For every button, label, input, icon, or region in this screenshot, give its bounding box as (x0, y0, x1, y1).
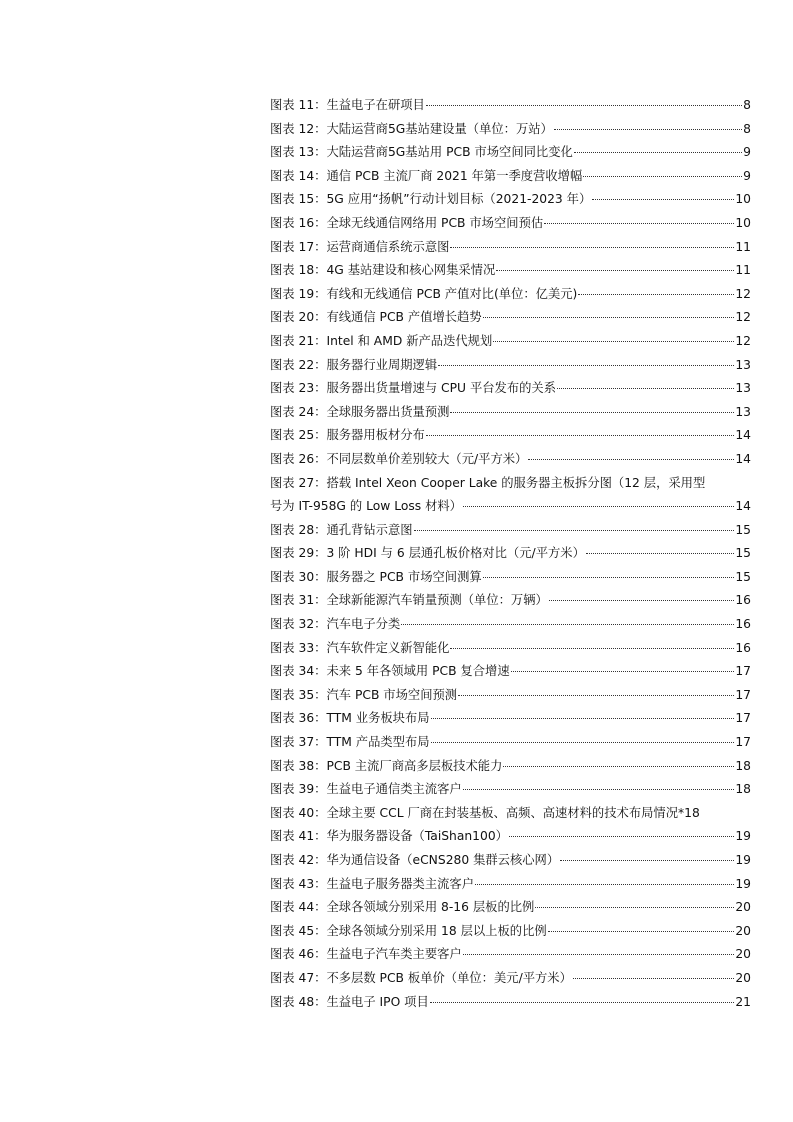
toc-title[interactable]: 大陆运营商5G基站建设量（单位：万站） (326, 121, 553, 136)
toc-title[interactable]: 全球各领域分别采用 8-16 层板的比例 (326, 900, 535, 915)
toc-label: 图表 26： (270, 451, 327, 466)
toc-title[interactable]: 不同层数单价差别较大（元/平方米） (326, 451, 528, 466)
toc-entry-first-line (270, 472, 751, 496)
toc-title[interactable]: 服务器行业周期逻辑 (326, 357, 438, 372)
toc-entry-line (270, 519, 751, 543)
toc-dot-leader (431, 718, 735, 719)
toc-entry-line (270, 778, 751, 802)
toc-label: 图表 30： (270, 569, 327, 584)
toc-entry-line (270, 967, 751, 991)
toc-title[interactable]: 生益电子汽车类主要客户 (326, 947, 462, 962)
toc-page-number[interactable]: 17 (735, 735, 751, 750)
toc-dot-leader (414, 530, 735, 531)
toc-title[interactable]: 生益电子通信类主流客户 (326, 782, 462, 797)
toc-page-number[interactable]: 15 (735, 569, 751, 584)
toc-entry[interactable] (270, 637, 751, 661)
table-of-figures (270, 94, 751, 1014)
toc-entry-line (270, 943, 751, 967)
toc-entry[interactable] (270, 283, 751, 307)
toc-page-number[interactable]: 17 (735, 664, 751, 679)
toc-label: 图表 40： (270, 805, 327, 820)
toc-dot-leader (463, 506, 734, 507)
toc-entry[interactable] (270, 684, 751, 708)
toc-entry-line (270, 212, 751, 236)
toc-entry-line (270, 660, 751, 684)
toc-entry[interactable] (270, 472, 751, 519)
toc-label: 图表 19： (270, 286, 327, 301)
toc-dot-leader (426, 435, 735, 436)
toc-dot-leader (483, 577, 735, 578)
toc-dot-leader (450, 247, 734, 248)
toc-entry-line (270, 613, 751, 637)
toc-title[interactable]: 不多层数 PCB 板单价（单位：美元/平方米） (326, 970, 572, 985)
toc-label: 图表 14： (270, 168, 327, 183)
toc-entry-line (270, 401, 751, 425)
toc-dot-leader (483, 317, 735, 318)
toc-entry[interactable] (270, 707, 751, 731)
toc-page-number[interactable]: 19 (735, 853, 751, 867)
toc-title[interactable]: 全球新能源汽车销量预测（单位：万辆） (326, 593, 548, 608)
toc-entry[interactable] (270, 401, 751, 425)
toc-entry[interactable] (270, 731, 751, 755)
toc-dot-leader (401, 624, 734, 625)
toc-title-continuation[interactable]: 号为 IT-958G 的 Low Loss 材料） (270, 499, 462, 514)
toc-page-number[interactable]: 11 (735, 239, 751, 254)
toc-title[interactable]: TTM 业务板块布局 (326, 711, 430, 726)
toc-page-number[interactable]: 11 (735, 263, 751, 278)
toc-page-number[interactable]: 13 (735, 404, 751, 419)
toc-dot-leader (583, 176, 742, 177)
toc-page-number[interactable]: 13 (735, 357, 751, 372)
toc-page-number[interactable]: 15 (735, 546, 751, 561)
toc-page-number[interactable]: 13 (735, 381, 751, 396)
toc-page-number[interactable]: 10 (735, 215, 751, 230)
toc-entry[interactable] (270, 165, 751, 189)
toc-page-number[interactable]: 18 (684, 805, 700, 820)
toc-entry[interactable] (270, 377, 751, 401)
toc-dot-leader (463, 954, 735, 955)
toc-dot-leader (573, 978, 734, 979)
toc-page-number[interactable]: 15 (735, 522, 751, 537)
toc-page-number[interactable]: 20 (735, 900, 751, 915)
toc-page-number[interactable]: 21 (735, 994, 751, 1009)
toc-dot-leader (592, 199, 734, 200)
toc-entry-line (270, 755, 751, 779)
toc-dot-leader (535, 907, 734, 908)
toc-entry[interactable] (270, 448, 751, 472)
toc-entry-line (270, 825, 751, 849)
toc-title[interactable]: 通孔背钻示意图 (326, 522, 413, 537)
toc-entry-second-line (270, 495, 751, 519)
toc-label: 图表 44： (270, 900, 327, 915)
toc-entry-line (270, 424, 751, 448)
toc-label: 图表 12： (270, 121, 327, 136)
toc-label: 图表 24： (270, 404, 327, 419)
toc-label: 图表 31： (270, 593, 327, 608)
toc-entry-line (270, 354, 751, 378)
toc-title[interactable]: 有线通信 PCB 产值增长趋势 (326, 310, 482, 325)
toc-entry[interactable] (270, 259, 751, 283)
toc-title[interactable]: 大陆运营商5G基站用 PCB 市场空间同比变化 (326, 145, 573, 160)
toc-entry[interactable] (270, 542, 751, 566)
toc-page-number[interactable]: 17 (735, 687, 751, 702)
toc-page-number[interactable]: 16 (735, 617, 751, 632)
toc-entry[interactable] (270, 613, 751, 637)
toc-entry[interactable] (270, 896, 751, 920)
toc-entry-line (270, 165, 751, 189)
toc-entry[interactable] (270, 306, 751, 330)
toc-entry[interactable] (270, 849, 751, 873)
toc-dot-leader (574, 152, 742, 153)
toc-entry-line (270, 259, 751, 283)
toc-title[interactable]: 5G 应用“扬帆”行动计划目标（2021-2023 年） (326, 192, 592, 207)
toc-entry-line (270, 873, 751, 897)
toc-entry-line (270, 991, 751, 1015)
toc-title[interactable]: 华为服务器设备（TaiShan100） (326, 829, 508, 844)
toc-label: 图表 46： (270, 947, 327, 962)
toc-label: 图表 16： (270, 215, 327, 230)
toc-label: 图表 21： (270, 333, 327, 348)
toc-label: 图表 27： (270, 475, 327, 490)
toc-page-number[interactable]: 8 (743, 98, 751, 112)
toc-entry-line (270, 141, 751, 165)
toc-page-number[interactable]: 14 (735, 451, 751, 466)
toc-label: 图表 15： (270, 192, 327, 207)
toc-title[interactable]: 服务器之 PCB 市场空间测算 (326, 569, 482, 584)
toc-page-number[interactable]: 12 (735, 286, 751, 301)
toc-dot-leader (503, 766, 734, 767)
toc-label: 图表 23： (270, 381, 327, 396)
toc-title[interactable]: 汽车 PCB 市场空间预测 (326, 687, 458, 702)
toc-dot-leader (426, 105, 742, 106)
toc-title[interactable]: 全球无线通信网络用 PCB 市场空间预估 (326, 215, 544, 230)
toc-label: 图表 25： (270, 428, 327, 443)
toc-dot-leader (554, 129, 742, 130)
toc-title[interactable]: 全球服务器出货量预测 (326, 404, 450, 419)
toc-dot-leader (511, 671, 735, 672)
toc-page-number[interactable]: 18 (735, 758, 751, 773)
toc-label: 图表 20： (270, 310, 327, 325)
toc-dot-leader (430, 1002, 735, 1003)
toc-title[interactable]: 汽车软件定义新智能化 (326, 640, 450, 655)
toc-entry[interactable] (270, 141, 751, 165)
toc-page-number[interactable]: 20 (735, 970, 751, 985)
toc-dot-leader (509, 836, 734, 837)
toc-label: 图表 39： (270, 782, 327, 797)
toc-page-number[interactable]: 18 (735, 782, 751, 797)
toc-dot-leader (549, 600, 735, 601)
toc-label: 图表 28： (270, 522, 327, 537)
toc-entry-line (270, 330, 751, 354)
toc-entry[interactable] (270, 778, 751, 802)
toc-page-number[interactable]: 12 (735, 310, 751, 325)
toc-label: 图表 18： (270, 263, 327, 278)
toc-title[interactable]: 4G 基站建设和核心网集采情况 (326, 263, 496, 278)
toc-entry[interactable] (270, 967, 751, 991)
toc-entry-line (270, 707, 751, 731)
toc-title[interactable]: TTM 产品类型布局 (326, 735, 430, 750)
toc-title[interactable]: 运营商通信系统示意图 (326, 239, 450, 254)
toc-label: 图表 22： (270, 357, 327, 372)
toc-label: 图表 47： (270, 970, 327, 985)
toc-entry-line (270, 896, 751, 920)
toc-entry-line (270, 94, 751, 118)
toc-dot-leader (557, 388, 734, 389)
toc-page-number[interactable]: 9 (743, 168, 751, 183)
toc-entry[interactable] (270, 660, 751, 684)
toc-label: 图表 13： (270, 145, 327, 160)
toc-entry-line (270, 448, 751, 472)
toc-page-number[interactable]: 14 (735, 499, 751, 514)
toc-entry-line (270, 188, 751, 212)
toc-entry-line (270, 849, 751, 873)
toc-label: 图表 43： (270, 876, 327, 891)
toc-entry-line (270, 377, 751, 401)
toc-dot-leader (528, 459, 734, 460)
toc-entry[interactable] (270, 873, 751, 897)
toc-entry-line (270, 236, 751, 260)
toc-entry[interactable] (270, 424, 751, 448)
toc-label: 图表 38： (270, 758, 327, 773)
toc-entry[interactable] (270, 212, 751, 236)
toc-page-number[interactable]: 12 (735, 333, 751, 348)
toc-entry-line (270, 684, 751, 708)
toc-entry[interactable] (270, 802, 751, 826)
toc-title[interactable]: 生益电子服务器类主流客户 (326, 876, 475, 891)
toc-title[interactable]: 全球各领域分别采用 18 层以上板的比例 (326, 923, 547, 938)
toc-label: 图表 32： (270, 617, 327, 632)
toc-title[interactable]: 华为通信设备（eCNS280 集群云核心网） (326, 853, 560, 867)
toc-entry[interactable] (270, 755, 751, 779)
toc-entry[interactable] (270, 118, 751, 142)
toc-page-number[interactable]: 16 (735, 640, 751, 655)
toc-entry-line (270, 589, 751, 613)
toc-title[interactable]: 汽车电子分类 (326, 617, 401, 632)
toc-entry[interactable] (270, 94, 751, 118)
toc-entry-line (270, 306, 751, 330)
toc-label: 图表 33： (270, 640, 327, 655)
toc-dot-leader (431, 742, 735, 743)
toc-entry[interactable] (270, 354, 751, 378)
toc-title[interactable]: 3 阶 HDI 与 6 层通孔板价格对比（元/平方米） (326, 546, 585, 561)
toc-label: 图表 41： (270, 829, 327, 844)
toc-page-number[interactable]: 16 (735, 593, 751, 608)
toc-page-number[interactable]: 10 (735, 192, 751, 207)
toc-label: 图表 48： (270, 994, 327, 1009)
toc-dot-leader (450, 412, 734, 413)
toc-entry[interactable] (270, 330, 751, 354)
toc-title[interactable]: PCB 主流厂商高多层板技术能力 (326, 758, 503, 773)
toc-page-number[interactable]: 8 (743, 121, 751, 136)
toc-title[interactable]: 全球主要 CCL 厂商在封装基板、高频、高速材料的技术布局情况* (326, 805, 685, 820)
toc-entry-line (270, 542, 751, 566)
toc-entry-line (270, 802, 751, 826)
toc-entry[interactable] (270, 920, 751, 944)
toc-dot-leader (496, 270, 734, 271)
toc-entry[interactable] (270, 236, 751, 260)
toc-label: 图表 29： (270, 546, 327, 561)
toc-page-number[interactable]: 19 (735, 829, 751, 844)
toc-dot-leader (578, 294, 734, 295)
toc-dot-leader (458, 695, 734, 696)
toc-entry[interactable] (270, 589, 751, 613)
toc-dot-leader (544, 223, 734, 224)
toc-dot-leader (463, 789, 735, 790)
toc-entry-line (270, 731, 751, 755)
toc-entry[interactable] (270, 991, 751, 1015)
toc-title[interactable]: 搭载 Intel Xeon Cooper Lake 的服务器主板拆分图（12 层，采用型 (326, 475, 706, 490)
toc-title[interactable]: 服务器出货量增速与 CPU 平台发布的关系 (326, 381, 557, 396)
toc-title[interactable]: Intel 和 AMD 新产品迭代规划 (326, 333, 493, 348)
toc-dot-leader (493, 341, 734, 342)
toc-label: 图表 35： (270, 687, 327, 702)
toc-entry-line (270, 566, 751, 590)
toc-page-number[interactable]: 20 (735, 947, 751, 962)
toc-entry[interactable] (270, 825, 751, 849)
toc-entry[interactable] (270, 519, 751, 543)
toc-dot-leader (475, 884, 734, 885)
toc-dot-leader (586, 553, 734, 554)
toc-label: 图表 37： (270, 735, 327, 750)
toc-label: 图表 17： (270, 239, 327, 254)
toc-entry-line (270, 637, 751, 661)
toc-title[interactable]: 生益电子 IPO 项目 (326, 994, 429, 1009)
toc-title[interactable]: 生益电子在研项目 (326, 98, 425, 112)
toc-entry-line (270, 283, 751, 307)
toc-entry[interactable] (270, 566, 751, 590)
toc-label: 图表 34： (270, 664, 327, 679)
toc-dot-leader (438, 365, 734, 366)
toc-title[interactable]: 服务器用板材分布 (326, 428, 425, 443)
toc-label: 图表 11： (270, 98, 327, 112)
toc-page-number[interactable]: 17 (735, 711, 751, 726)
toc-dot-leader (560, 860, 734, 861)
toc-entry[interactable] (270, 188, 751, 212)
toc-label: 图表 36： (270, 711, 327, 726)
toc-title[interactable]: 通信 PCB 主流厂商 2021 年第一季度营收增幅 (326, 168, 583, 183)
toc-page-number[interactable]: 9 (743, 145, 751, 160)
toc-dot-leader (450, 648, 734, 649)
toc-page-number[interactable]: 20 (735, 923, 751, 938)
toc-page-number[interactable]: 14 (735, 428, 751, 443)
toc-entry[interactable] (270, 943, 751, 967)
toc-entry-line (270, 920, 751, 944)
toc-dot-leader (548, 931, 735, 932)
toc-label: 图表 45： (270, 923, 327, 938)
toc-title[interactable]: 未来 5 年各领域用 PCB 复合增速 (326, 664, 510, 679)
toc-entry-line (270, 118, 751, 142)
toc-title[interactable]: 有线和无线通信 PCB 产值对比(单位：亿美元) (326, 286, 578, 301)
toc-label: 图表 42： (270, 853, 327, 867)
toc-page-number[interactable]: 19 (735, 876, 751, 891)
